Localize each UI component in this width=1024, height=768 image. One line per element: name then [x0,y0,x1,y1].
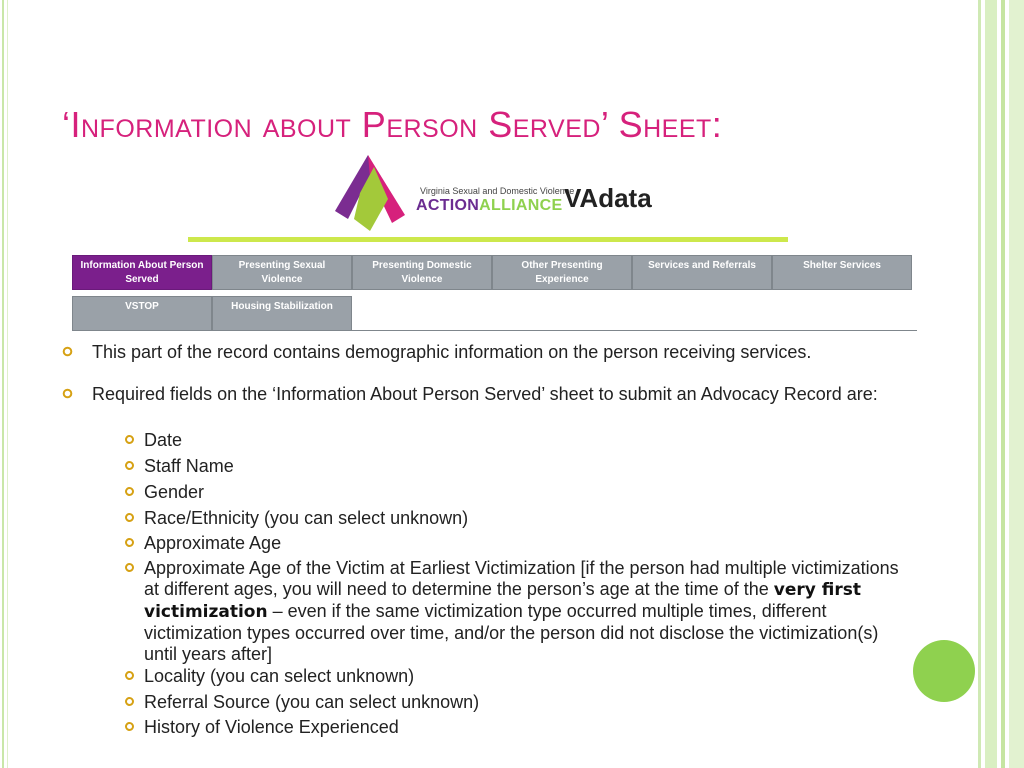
action-alliance-logo-icon [330,153,420,233]
tab-label: Experience [535,274,589,285]
ring-bullet-icon [124,486,135,497]
logo-divider [188,237,788,242]
vadata-logo [330,153,650,233]
logo-brand-alliance: ALLIANCE [479,197,563,214]
sub-bullet-item [144,508,904,529]
sub-bullet-text: Locality (you can select unknown) [144,666,415,686]
tab-housing-stabilization[interactable] [212,296,352,331]
tab-presenting-sexual-violence[interactable] [212,255,352,290]
tab-label: Violence [401,274,443,285]
sub-bullet-text: Date [144,430,183,450]
ring-bullet-icon [124,562,135,573]
sub-bullet-text: Approximate Age [144,533,282,553]
tabs-base-line [72,330,917,331]
logo-brand-action: ACTION [416,197,480,214]
vadata-tabs [72,255,917,333]
slide-title: ‘Information about Person Served’ Sheet: [62,104,723,145]
green-circle-decoration [913,640,975,702]
tab-label: VSTOP [125,301,159,312]
ring-bullet-icon [62,346,73,357]
tab-label: Shelter Services [803,260,881,271]
sub-bullet-item [144,430,904,451]
tab-presenting-domestic-violence[interactable] [352,255,492,290]
tab-vstop[interactable] [72,296,212,331]
tab-label: Housing Stabilization [231,301,333,312]
tab-information-about-person-served[interactable] [72,255,212,290]
ring-bullet-icon [124,696,135,707]
ring-bullet-icon [124,537,135,548]
bullet-item [60,342,920,363]
tab-services-and-referrals[interactable] [632,255,772,290]
sub-bullet-text: Staff Name [144,456,234,476]
tab-label: Services and Referrals [648,260,756,271]
tab-label: Violence [261,274,303,285]
sub-bullet-item [144,692,904,713]
tab-label: Served [125,274,159,285]
sub-bullet-text-part: – even if the same victimization type occurred multiple times, different victimization types occurred over time, and/or the person did not disclose the victimization(s) until years after] [144,601,879,664]
right-edge-decoration [976,0,1024,768]
sub-bullet-text: History of Violence Experienced [144,717,399,737]
bullet-item [60,384,890,405]
sub-bullet-item [144,717,904,738]
tab-label: Presenting Sexual [238,260,326,271]
left-edge-decoration [0,0,8,768]
tab-label: Presenting Domestic [372,260,472,271]
emphasis-text: very first victimization [144,580,861,622]
ring-bullet-icon [124,434,135,445]
sub-bullet-text [144,558,899,664]
sub-bullet-item [144,666,904,687]
logo-org-small: Virginia Sexual and Domestic Violence [420,186,575,196]
tab-other-presenting-experience[interactable] [492,255,632,290]
ring-bullet-icon [62,388,73,399]
ring-bullet-icon [124,670,135,681]
tab-label: Information About Person [80,260,204,271]
sub-bullet-text: Gender [144,482,205,502]
tab-label: Other Presenting [521,260,603,271]
ring-bullet-icon [124,721,135,732]
sub-bullet-text: Referral Source (you can select unknown) [144,692,480,712]
ring-bullet-icon [124,460,135,471]
sub-bullet-item [144,482,904,503]
sub-bullet-item [144,558,904,665]
sub-bullet-item [144,533,904,554]
ring-bullet-icon [124,512,135,523]
sub-bullet-text-part: Approximate Age of the Victim at Earliest Victimization [if the person had multiple victimizations at different ages, you will need to determine the person’s age at the time of the [144,558,899,599]
bullet-text: Required fields on the ‘Information About Person Served’ sheet to submit an Advocacy Record are: [92,384,878,404]
sub-bullet-item [144,456,904,477]
tab-shelter-services[interactable] [772,255,912,290]
sub-bullet-text: Race/Ethnicity (you can select unknown) [144,508,469,528]
logo-org-brand [416,197,562,215]
bullet-text: This part of the record contains demographic information on the person receiving services. [92,342,812,362]
logo-product: VAdata [564,183,652,213]
